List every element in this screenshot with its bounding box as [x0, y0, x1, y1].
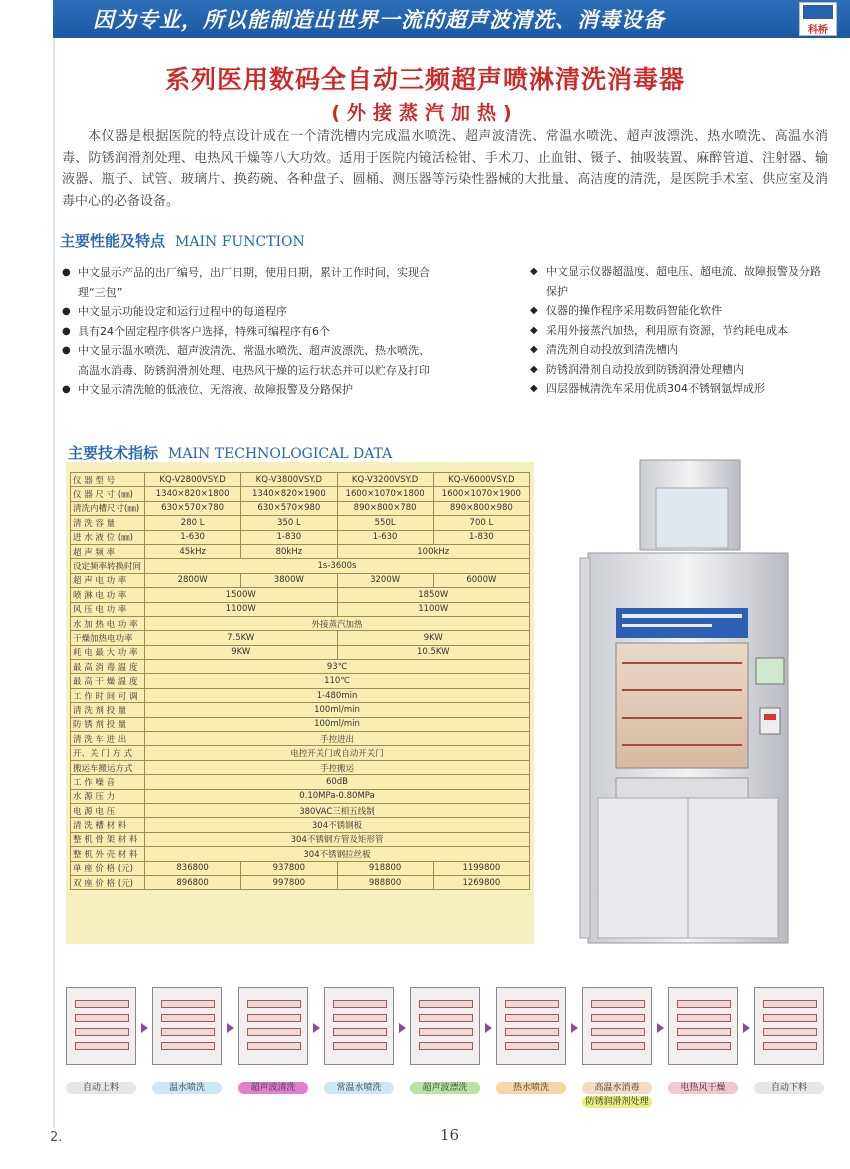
step-illustration	[66, 987, 136, 1065]
spec-row	[71, 818, 530, 832]
feature-text: 中文显示功能设定和运行过程中的每道程序	[78, 305, 287, 318]
company-logo	[799, 2, 837, 36]
feature-text: 清洗剂自动投放到清洗槽内	[546, 343, 678, 356]
tech-heading	[68, 442, 392, 463]
bullet-diamond-icon: ◆	[530, 324, 538, 336]
step-illustration	[238, 987, 308, 1065]
step-label: 自动下料	[754, 1082, 824, 1094]
spec-value: 550L	[337, 516, 433, 530]
spec-row	[71, 760, 530, 774]
spec-row	[71, 832, 530, 846]
step-label: 超声波漂洗	[410, 1082, 480, 1094]
feature-right-item	[528, 340, 828, 360]
feature-text: 中文显示清洗舱的低液位、无溶液、故障报警及分路保护	[78, 383, 353, 396]
spec-row	[71, 501, 530, 515]
page-subtitle: (外接蒸汽加热)	[331, 102, 519, 124]
step-label: 电热风干燥	[668, 1082, 738, 1094]
arrow-right-icon	[227, 1023, 234, 1033]
spec-row	[71, 861, 530, 875]
rack-shelf	[333, 1014, 387, 1022]
spec-label: 仪 器 尺 寸 (㎜)	[71, 487, 145, 501]
spec-value: 304不锈钢拉丝板	[145, 847, 530, 861]
step-label: 温水喷洗	[152, 1082, 222, 1094]
spec-label: 防 锈 剂 投 量	[71, 717, 145, 731]
rack-shelf	[419, 1042, 473, 1050]
spec-label: 仪 器 型 号	[71, 473, 145, 487]
washer-disinfector-illustration	[578, 458, 808, 948]
spec-label: 清 洗 容 量	[71, 516, 145, 530]
spec-row	[71, 803, 530, 817]
tech-heading-en: MAIN TECHNOLOGICAL DATA	[168, 446, 393, 462]
feature-text: 中文显示仪器超温度、超电压、超电流、故障报警及分路保护	[546, 265, 821, 298]
rack-shelf	[75, 1014, 129, 1022]
spec-label: 干燥加热电功率	[71, 631, 145, 645]
step-label: 自动上料	[66, 1082, 136, 1094]
spec-label: 清 洗 剂 投 量	[71, 703, 145, 717]
page-number: 16	[440, 1126, 460, 1144]
step-illustration	[582, 987, 652, 1065]
spec-value: 1-480min	[145, 688, 530, 702]
feature-left-item	[60, 380, 440, 400]
rack-shelf	[763, 1000, 817, 1008]
spec-value: 80kHz	[241, 544, 337, 558]
rack-shelf	[591, 1014, 645, 1022]
step-illustration	[496, 987, 566, 1065]
spec-value: KQ-V2800VSY.D	[145, 473, 241, 487]
rack-shelf	[247, 1028, 301, 1036]
rack-shelf	[591, 1028, 645, 1036]
spec-value: 10.5KW	[337, 645, 530, 659]
intro-paragraph: 本仪器是根据医院的特点设计成在一个清洗槽内完成温水喷洗、超声波清洗、常温水喷洗、超声波漂洗、热水喷洗、高温水消毒、防锈润滑剂处理、电热风干燥等八大功效。适用于医院内镜活检钳、手术刀、止血钳、镊子、抽吸装置、麻醉管道、注射器、输液器、瓶子、试管、玻璃片、换药碗、各种盘子、圆桶、测压器等污染性器械的大批量、高洁度的清洗，是医院手术室、供应室及消毒中心的必备设备。	[62, 129, 828, 209]
features-heading-en: MAIN FUNCTION	[175, 234, 305, 250]
spec-value: 手控进出	[145, 732, 530, 746]
spec-row	[71, 530, 530, 544]
spec-value: 304不锈钢板	[145, 818, 530, 832]
spec-row	[71, 717, 530, 731]
spec-label: 开、关 门 方 式	[71, 746, 145, 760]
spec-label: 整 机 骨 架 材 料	[71, 832, 145, 846]
rack-shelf	[161, 1028, 215, 1036]
spec-row	[71, 631, 530, 645]
feature-left-item	[60, 263, 440, 302]
spec-value: 手控搬运	[145, 760, 530, 774]
spec-value: 1269800	[433, 875, 529, 889]
feature-text: 中文显示产品的出厂编号，出厂日期，使用日期，累计工作时间，实现合理“三包”	[78, 266, 430, 299]
rack-shelf	[247, 1000, 301, 1008]
spec-label: 最 高 消 毒 温 度	[71, 660, 145, 674]
feature-right-item	[528, 301, 828, 321]
feature-right-item	[528, 360, 828, 380]
left-margin-rule	[53, 38, 55, 1128]
spec-label: 清洗内槽尺寸(㎜)	[71, 501, 145, 515]
spec-value: 93℃	[145, 660, 530, 674]
spec-value: 1s-3600s	[145, 559, 530, 573]
bullet-dot-icon: ●	[62, 267, 71, 278]
spec-row	[71, 559, 530, 573]
feature-right-item	[528, 262, 828, 301]
arrow-right-icon	[141, 1023, 148, 1033]
spec-row	[71, 588, 530, 602]
spec-value: 304不锈钢方管及矩形管	[145, 832, 530, 846]
rack-shelf	[161, 1014, 215, 1022]
arrow-right-icon	[571, 1023, 578, 1033]
spec-value: 9KW	[145, 645, 338, 659]
step-illustration	[152, 987, 222, 1065]
rack-shelf	[333, 1000, 387, 1008]
rack-shelf	[505, 1028, 559, 1036]
spec-row	[71, 775, 530, 789]
spec-value: 6000W	[433, 573, 529, 587]
spec-label: 最 高 干 燥 温 度	[71, 674, 145, 688]
spec-value: 110℃	[145, 674, 530, 688]
feature-left-item	[60, 341, 440, 380]
spec-value: KQ-V6000VSY.D	[433, 473, 529, 487]
spec-row	[71, 516, 530, 530]
spec-label: 清 洗 槽 材 料	[71, 818, 145, 832]
features-list-right	[528, 262, 828, 399]
spec-label: 风 压 电 功 率	[71, 602, 145, 616]
spec-value: 100ml/min	[145, 717, 530, 731]
spec-value: 280 L	[145, 516, 241, 530]
spec-row	[71, 602, 530, 616]
rack-shelf	[247, 1014, 301, 1022]
rack-shelf	[677, 1000, 731, 1008]
spec-value: 3200W	[337, 573, 433, 587]
page-title: 系列医用数码全自动三频超声喷淋清洗消毒器	[164, 65, 685, 94]
spec-value: 630×570×980	[241, 501, 337, 515]
spec-value: 896800	[145, 875, 241, 889]
rack-shelf	[505, 1014, 559, 1022]
rack-shelf	[247, 1042, 301, 1050]
spec-value: 1500W	[145, 588, 338, 602]
arrow-right-icon	[485, 1023, 492, 1033]
spec-label: 双 座 价 格 (元)	[71, 875, 145, 889]
spec-row	[71, 789, 530, 803]
arrow-right-icon	[743, 1023, 750, 1033]
rack-shelf	[75, 1028, 129, 1036]
spec-value: 45kHz	[145, 544, 241, 558]
banner-slogan: 因为专业，所以能制造出世界一流的超声波清洗、消毒设备	[93, 7, 665, 32]
logo-wave-icon	[803, 5, 833, 19]
spec-value: 1100W	[337, 602, 530, 616]
spec-value: 1600×1070×1900	[433, 487, 529, 501]
arrow-right-icon	[399, 1023, 406, 1033]
spec-value: 100kHz	[337, 544, 530, 558]
rack-shelf	[591, 1000, 645, 1008]
rack-shelf	[591, 1042, 645, 1050]
spec-row	[71, 616, 530, 630]
corner-mark: 2.	[50, 1130, 63, 1145]
features-list-left	[60, 263, 440, 400]
rack-shelf	[75, 1042, 129, 1050]
spec-value: 1850W	[337, 588, 530, 602]
spec-label: 清 洗 车 进 出	[71, 732, 145, 746]
spec-value: 7.5KW	[145, 631, 338, 645]
spec-value: 988800	[337, 875, 433, 889]
spec-row	[71, 544, 530, 558]
feature-right-item	[528, 379, 828, 399]
spec-label: 耗 电 最 大 功 率	[71, 645, 145, 659]
spec-label: 设定频率转换时间	[71, 559, 145, 573]
spec-value: 电控开关门或自动开关门	[145, 746, 530, 760]
spec-row	[71, 674, 530, 688]
spec-row	[71, 573, 530, 587]
step-label-secondary: 防锈润滑剂处理	[582, 1096, 652, 1108]
bullet-diamond-icon: ◆	[530, 266, 538, 277]
rack-shelf	[161, 1042, 215, 1050]
bullet-dot-icon: ●	[62, 325, 71, 337]
step-illustration	[668, 987, 738, 1065]
arrow-right-icon	[657, 1023, 664, 1033]
rack-shelf	[419, 1014, 473, 1022]
spec-label: 超 声 电 功 率	[71, 573, 145, 587]
rack-shelf	[333, 1028, 387, 1036]
spec-value: 外接蒸汽加热	[145, 616, 530, 630]
spec-value: 1-630	[337, 530, 433, 544]
feature-text: 采用外接蒸汽加热，利用原有资源，节约耗电成本	[546, 323, 788, 337]
spec-value: 350 L	[241, 516, 337, 530]
spec-value: 60dB	[145, 775, 530, 789]
spec-value: 1600×1070×1800	[337, 487, 433, 501]
spec-value: 630×570×780	[145, 501, 241, 515]
feature-right-item	[528, 321, 828, 341]
spec-value: 1340×820×1900	[241, 487, 337, 501]
spec-row	[71, 660, 530, 674]
spec-label: 水 加 热 电 功 率	[71, 616, 145, 630]
rack-shelf	[763, 1014, 817, 1022]
spec-value: 2800W	[145, 573, 241, 587]
step-illustration	[324, 987, 394, 1065]
spec-label: 整 机 外 壳 材 料	[71, 847, 145, 861]
step-label: 超声波清洗	[238, 1082, 308, 1094]
feature-left-item	[60, 322, 440, 342]
feature-text: 仪器的操作程序采用数码智能化软件	[546, 304, 722, 317]
rack-shelf	[763, 1042, 817, 1050]
spec-value: KQ-V3200VSY.D	[337, 473, 433, 487]
spec-value: 700 L	[433, 516, 529, 530]
specs-table	[70, 472, 530, 890]
spec-label: 进 水 液 位 (㎜)	[71, 530, 145, 544]
feature-text: 中文显示温水喷洗、超声波清洗、常温水喷洗、超声波漂洗、热水喷洗、高温水消毒、防锈润滑剂处理、电热风干燥的运行状态并可以贮存及打印	[78, 344, 430, 377]
rack-shelf	[161, 1000, 215, 1008]
spec-row	[71, 645, 530, 659]
spec-label: 水 源 压 力	[71, 789, 145, 803]
spec-label: 单 座 价 格 (元)	[71, 861, 145, 875]
arrow-right-icon	[313, 1023, 320, 1033]
spec-row	[71, 487, 530, 501]
feature-text: 防锈润滑剂自动投放到防锈润滑处理槽内	[546, 362, 744, 376]
rack-shelf	[677, 1028, 731, 1036]
spec-row	[71, 732, 530, 746]
rack-shelf	[505, 1042, 559, 1050]
spec-value: 997800	[241, 875, 337, 889]
bullet-dot-icon: ●	[62, 384, 71, 395]
step-illustration	[754, 987, 824, 1065]
spec-label: 工 作 噪 音	[71, 775, 145, 789]
spec-value: 890×800×780	[337, 501, 433, 515]
bullet-dot-icon: ●	[62, 345, 71, 356]
spec-value: 0.10MPa-0.80MPa	[145, 789, 530, 803]
spec-value: 1100W	[145, 602, 338, 616]
spec-value: 9KW	[337, 631, 530, 645]
spec-value: 836800	[145, 861, 241, 875]
rack-shelf	[763, 1028, 817, 1036]
spec-value: 1340×820×1800	[145, 487, 241, 501]
spec-value: 1-630	[145, 530, 241, 544]
spec-row	[71, 746, 530, 760]
rack-shelf	[419, 1000, 473, 1008]
spec-label: 搬运车搬运方式	[71, 760, 145, 774]
bullet-diamond-icon: ◆	[530, 363, 538, 375]
spec-value: 380VAC三相五线制	[145, 803, 530, 817]
spec-label: 工 作 时 间 可 调	[71, 688, 145, 702]
spec-value: 1-830	[241, 530, 337, 544]
features-heading	[60, 230, 305, 251]
spec-row	[71, 847, 530, 861]
spec-row	[71, 473, 530, 487]
bullet-diamond-icon: ◆	[530, 344, 538, 355]
spec-value: 3800W	[241, 573, 337, 587]
feature-text: 具有24个固定程序供客户选择，特殊可编程序有6个	[78, 324, 330, 338]
features-heading-cn: 主要性能及特点	[60, 232, 166, 250]
spec-label: 电 源 电 压	[71, 803, 145, 817]
bullet-diamond-icon: ◆	[530, 305, 538, 316]
rack-shelf	[75, 1000, 129, 1008]
spec-label: 喷 淋 电 功 率	[71, 588, 145, 602]
spec-value: 937800	[241, 861, 337, 875]
spec-row	[71, 703, 530, 717]
spec-value: KQ-V3800VSY.D	[241, 473, 337, 487]
spec-row	[71, 875, 530, 889]
spec-value: 890×800×980	[433, 501, 529, 515]
spec-value: 100ml/min	[145, 703, 530, 717]
bullet-diamond-icon: ◆	[530, 383, 538, 394]
step-illustration	[410, 987, 480, 1065]
rack-shelf	[505, 1000, 559, 1008]
process-steps	[66, 987, 836, 1107]
header-banner	[53, 0, 850, 38]
tech-heading-cn: 主要技术指标	[68, 444, 159, 462]
spec-value: 1199800	[433, 861, 529, 875]
feature-left-item	[60, 302, 440, 322]
rack-shelf	[333, 1042, 387, 1050]
feature-text: 四层器械清洗车采用优质304不锈钢氩焊成形	[546, 382, 765, 395]
rack-shelf	[677, 1042, 731, 1050]
rack-shelf	[677, 1014, 731, 1022]
spec-value: 1-830	[433, 530, 529, 544]
step-label: 高温水消毒	[582, 1082, 652, 1094]
spec-label: 超 声 频 率	[71, 544, 145, 558]
step-label: 常温水喷洗	[324, 1082, 394, 1094]
bullet-dot-icon: ●	[62, 306, 71, 317]
rack-shelf	[419, 1028, 473, 1036]
logo-text: 科桥	[808, 25, 828, 36]
spec-value: 918800	[337, 861, 433, 875]
step-label: 热水喷洗	[496, 1082, 566, 1094]
spec-row	[71, 688, 530, 702]
